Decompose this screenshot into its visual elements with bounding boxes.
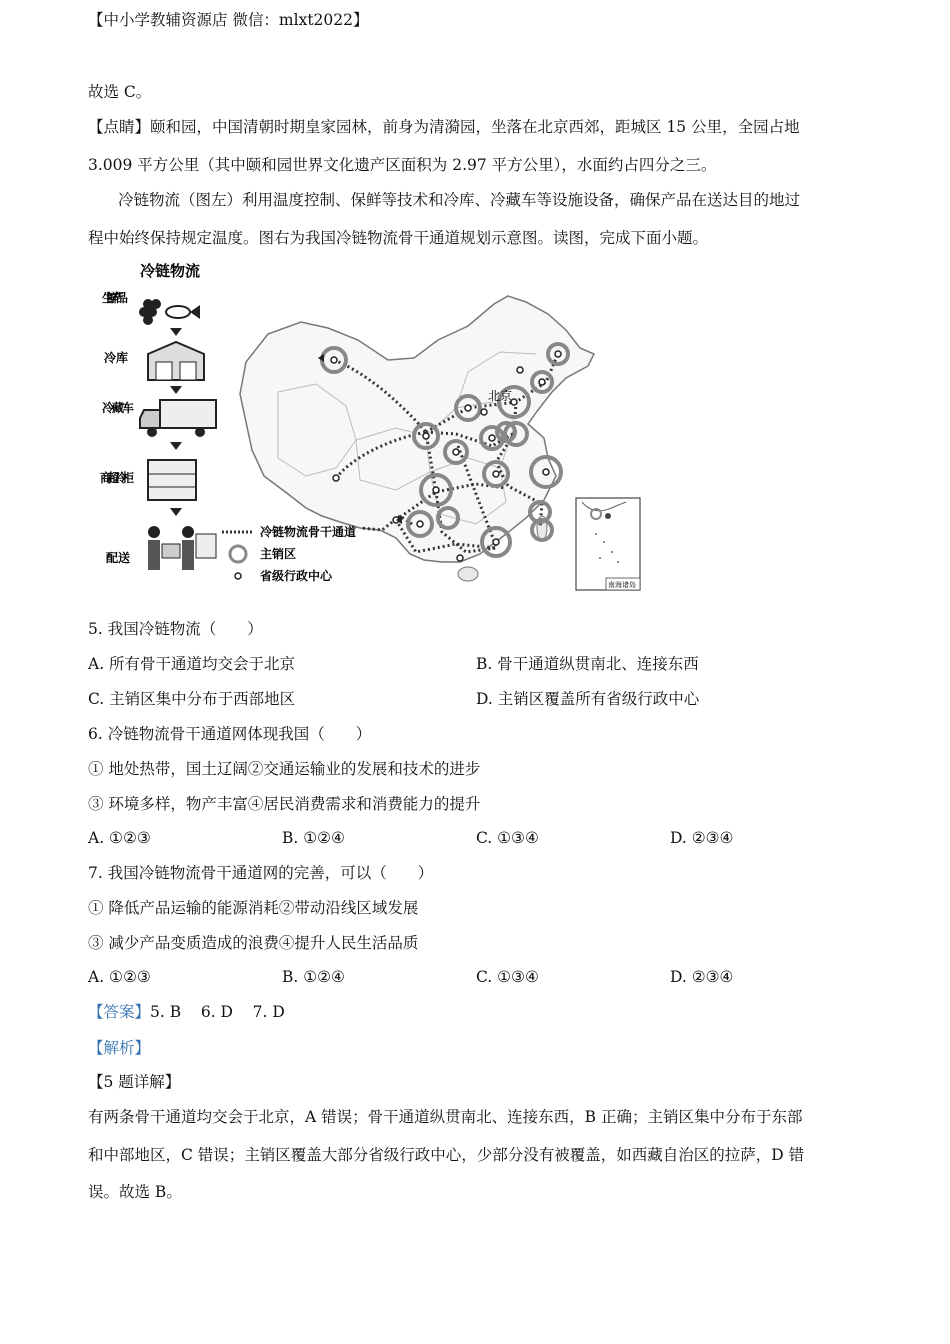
q6-stem: 6. 冷链物流骨干通道网体现我国（ ） <box>88 725 372 743</box>
q5-option-a: A. 所有骨干通道均交会于北京 <box>88 655 296 673</box>
q5-option-b: B. 骨干通道纵贯南北、连接东西 <box>476 655 699 673</box>
step-label-truck: 冷藏车 <box>102 401 134 415</box>
arrow-icon <box>170 442 182 450</box>
q7-option-d: D. ②③④ <box>670 968 734 986</box>
q5-option-c: C. 主销区集中分布于西部地区 <box>88 690 296 708</box>
warehouse-icon <box>148 342 204 380</box>
arrow-icon <box>170 386 182 394</box>
legend-capital-swatch <box>235 573 241 579</box>
answer-text: 5. B 6. D 7. D <box>150 1003 285 1021</box>
q6-option-d: D. ②③④ <box>670 829 734 847</box>
q7-option-a: A. ①②③ <box>88 968 151 986</box>
fridge-icon <box>148 460 196 500</box>
note-text: 颐和园，中国清朝时期皇家园林，前身为清漪园，坐落在北京西郊，距城区 15 公里，全园占地 <box>150 118 800 136</box>
analysis-label: 【解析】 <box>88 1039 151 1057</box>
previous-choice: 故选 C。 <box>88 83 152 101</box>
figure-svg <box>96 262 656 594</box>
step-label-fridge: 商超冷柜 <box>100 471 134 485</box>
detail5-line3: 误。故选 B。 <box>88 1183 182 1201</box>
q7-option-b: B. ①②④ <box>282 968 345 986</box>
arrow-icon <box>170 508 182 516</box>
step-coldstore <box>104 342 204 394</box>
q7-stem: 7. 我国冷链物流骨干通道网的完善，可以（ ） <box>88 864 434 882</box>
arrow-icon <box>170 328 182 336</box>
south-china-sea-inset <box>576 498 640 590</box>
note-label: 【点睛】 <box>88 118 151 136</box>
q5-stem: 5. 我国冷链物流（ ） <box>88 620 263 638</box>
grape-icon <box>139 299 161 325</box>
step-fridge <box>100 460 196 516</box>
truck-icon <box>140 400 216 437</box>
q6-statements-2: ③ 环境多样，物产丰富④居民消费需求和消费能力的提升 <box>88 795 481 813</box>
step-delivery <box>106 526 216 570</box>
detail5-line1: 有两条骨干通道均交会于北京，A 错误；骨干通道纵贯南北、连接东西，B 正确；主销区集中分布于东部 <box>88 1108 803 1126</box>
step-fresh <box>102 290 200 336</box>
q6-option-c: C. ①③④ <box>476 829 539 847</box>
hainan-island <box>458 567 478 581</box>
q7-option-c: C. ①③④ <box>476 968 539 986</box>
legend-main-area-swatch <box>230 546 246 562</box>
fish-icon <box>166 305 200 319</box>
map-legend <box>222 524 356 583</box>
intro-line2: 程中始终保持规定温度。图右为我国冷链物流骨干通道规划示意图。读图，完成下面小题。 <box>88 229 709 247</box>
step-truck <box>102 400 216 450</box>
answer-label: 【答案】 <box>88 1003 151 1021</box>
flow-title: 冷链物流 <box>140 262 201 280</box>
q6-statements-1: ① 地处热带，国土辽阔②交通运输业的发展和技术的进步 <box>88 760 481 778</box>
q6-option-a: A. ①②③ <box>88 829 151 847</box>
q5-option-d: D. 主销区覆盖所有省级行政中心 <box>476 690 700 708</box>
inset-label: 南海诸岛 <box>608 581 636 589</box>
step-label-delivery: 配送 <box>106 551 131 565</box>
cold-chain-figure <box>96 262 656 594</box>
note-paragraph-line1 <box>88 117 800 137</box>
q7-statements-2: ③ 减少产品变质造成的浪费④提升人民生活品质 <box>88 934 419 952</box>
step-label-fresh: 生鲜产品 <box>102 291 128 305</box>
legend-main-area-label: 主销区 <box>260 547 297 561</box>
note-paragraph-line2: 3.009 平方公里（其中颐和园世界文化遗产区面积为 2.97 平方公里），水面约占四分之三。 <box>88 156 717 174</box>
intro-line1: 冷链物流（图左）利用温度控制、保鲜等技术和冷库、冷藏车等设施设备，确保产品在送达目的地过 <box>118 191 801 209</box>
step-label-coldstore: 冷库 <box>104 351 129 365</box>
detail5-line2: 和中部地区，C 错误；主销区覆盖大部分省级行政中心，少部分没有被覆盖，如西藏自治区的拉萨，D 错 <box>88 1146 805 1164</box>
q6-option-b: B. ①②④ <box>282 829 345 847</box>
legend-channel-label: 冷链物流骨干通道 <box>260 525 357 539</box>
beijing-label: 北京 <box>488 389 513 403</box>
legend-capital-label: 省级行政中心 <box>260 569 333 583</box>
delivery-icon <box>148 526 216 570</box>
detail5-title: 【5 题详解】 <box>88 1073 181 1091</box>
header-watermark: 【中小学教辅资源店 微信：mlxt2022】 <box>88 11 369 29</box>
q7-statements-1: ① 降低产品运输的能源消耗②带动沿线区域发展 <box>88 899 419 917</box>
answer-line <box>88 1002 285 1022</box>
